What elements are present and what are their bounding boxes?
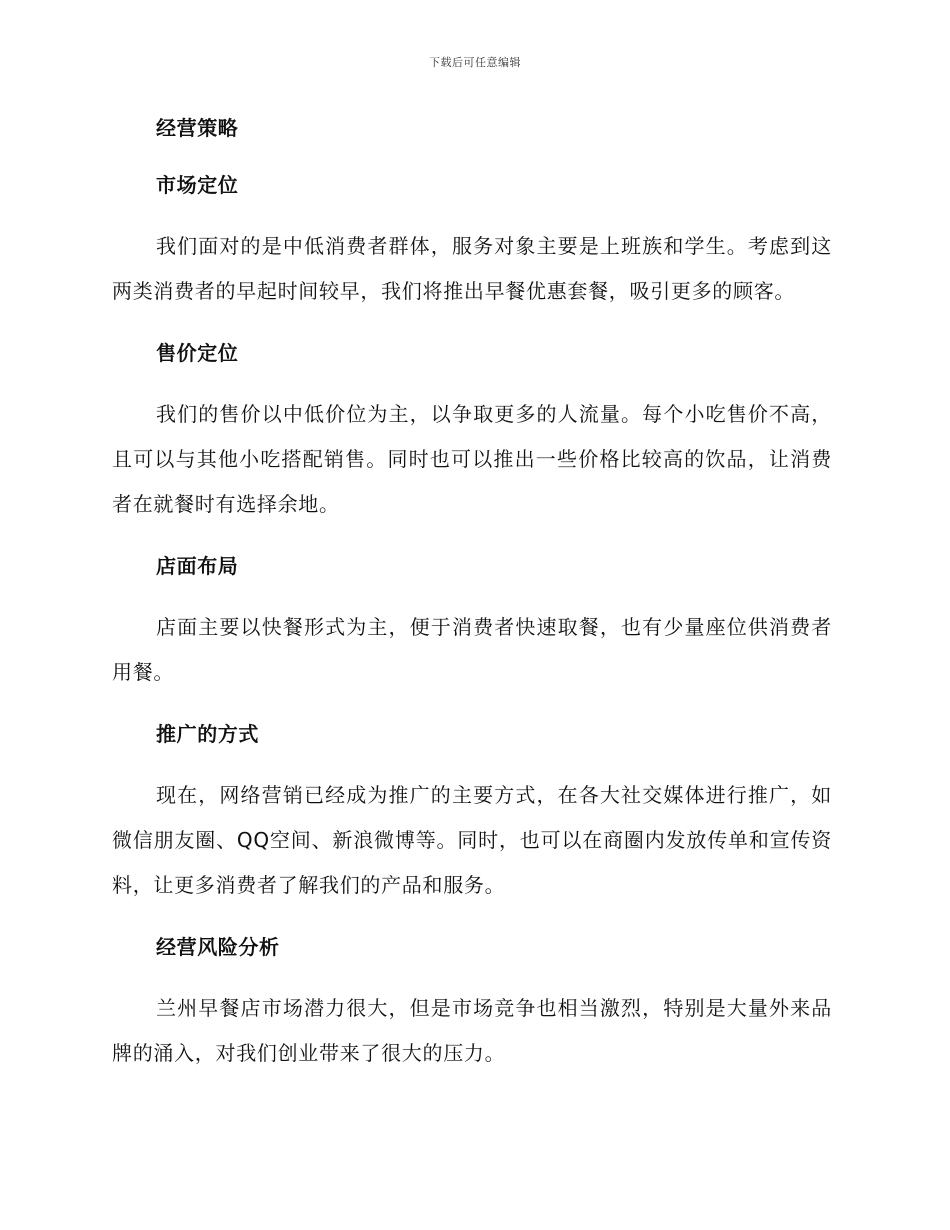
promo-paragraph: 现在，网络营销已经成为推广的主要方式，在各大社交媒体进行推广，如微信朋友圈、QQ空间、新浪微博等。同时，也可以在商圈内发放传单和宣传资料，让更多消费者了解我们的产品和服务。 [112,783,832,897]
document-body [112,110,832,1097]
layout-paragraph: 店面主要以快餐形式为主，便于消费者快速取餐，也有少量座位供消费者用餐。 [112,615,832,684]
risk-paragraph: 兰州早餐店市场潜力很大，但是市场竞争也相当激烈，特别是大量外来品牌的涌入，对我们创业带来了很大的压力。 [112,996,832,1065]
promo-heading: 推广的方式 [156,722,259,746]
market-heading: 市场定位 [156,173,239,197]
risk-heading: 经营风险分析 [156,935,280,959]
price-paragraph: 我们的售价以中低价位为主，以争取更多的人流量。每个小吃售价不高，且可以与其他小吃搭配销售。同时也可以推出一些价格比较高的饮品，让消费者在就餐时有选择余地。 [112,402,832,516]
market-paragraph: 我们面对的是中低消费者群体，服务对象主要是上班族和学生。考虑到这两类消费者的早起时间较早，我们将推出早餐优惠套餐，吸引更多的顾客。 [112,234,832,303]
layout-heading: 店面布局 [156,554,239,578]
header-note: 下载后可任意编辑 [429,56,521,69]
section-title: 经营策略 [156,116,239,140]
price-heading: 售价定位 [156,341,239,365]
